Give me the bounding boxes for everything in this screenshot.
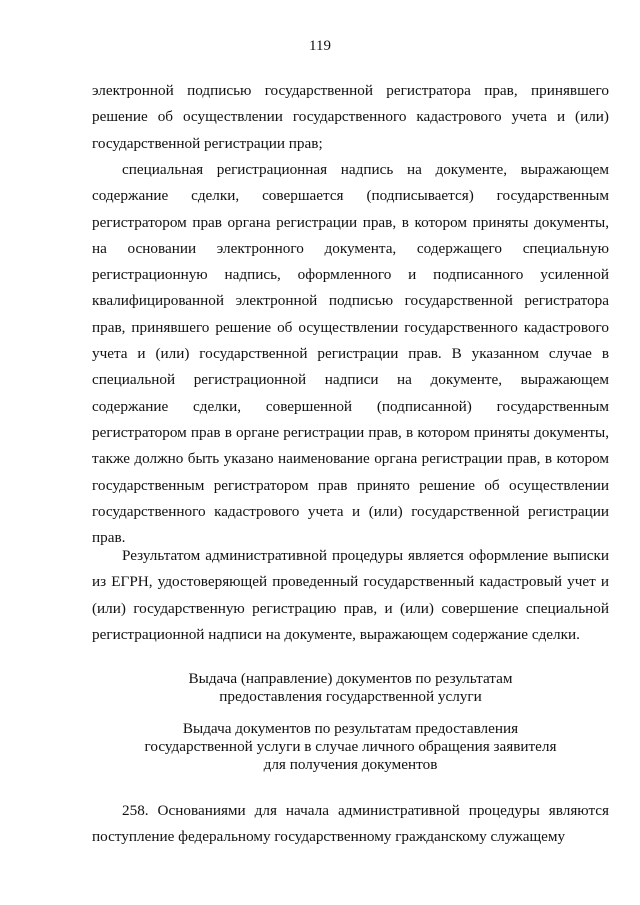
paragraph-text: специальная регистрационная надпись на документе, выражающем содержание сделки, совершается (подписывается) государственным регистратором прав органа регистрации прав, в котором приняты документы, на основании электронного документа, содержащего специальную регистрационную надпись, оформленного и подписанного усиленной квалифицированной электронной подписью государственной регистратора прав, принявшего решение об осуществлении государственного кадастрового учета и (или) государственной регистрации прав. В указанном случае в специальной регистрационной надписи на документе, выражающем содержание сделки, совершенной (подписанной) государственным регистратором прав в органе регистрации прав, в котором приняты документы, также должно быть указано наименование органа регистрации прав, в котором государственным регистратором прав принято решение об осуществлении государственного кадастрового учета и (или) государственной регистрации прав. (92, 161, 609, 547)
paragraph-result (92, 543, 609, 648)
paragraph-text: 258. Основаниями для начала административной процедуры являются поступление федеральному государственному гражданскому служащему (92, 802, 609, 846)
heading-line: Выдача документов по результатам предоставления (182, 720, 519, 737)
heading-line: предоставления государственной услуги (219, 688, 482, 705)
heading-line: для получения документов (263, 756, 438, 773)
paragraph-continuation (92, 78, 609, 157)
paragraph-special-inscription (92, 157, 609, 551)
paragraph-text: Результатом административной процедуры является оформление выписки из ЕГРН, удостоверяющей проведенный государственный кадастровый учет и (или) государственную регистрацию прав, и (или) совершение специальной регистрационной надписи на документе, выражающем содержание сделки. (92, 547, 609, 643)
paragraph-text: электронной подписью государственной регистратора прав, принявшего решение об осуществлении государственного кадастрового учета и (или) государственной регистрации прав; (92, 82, 609, 152)
heading-line: государственной услуги в случае личного обращения заявителя (144, 738, 557, 755)
page-number: 119 (309, 38, 331, 54)
section-heading (92, 670, 609, 706)
heading-line: Выдача (направление) документов по результатам (188, 670, 513, 687)
paragraph-258 (92, 798, 609, 851)
subsection-heading (92, 720, 609, 774)
